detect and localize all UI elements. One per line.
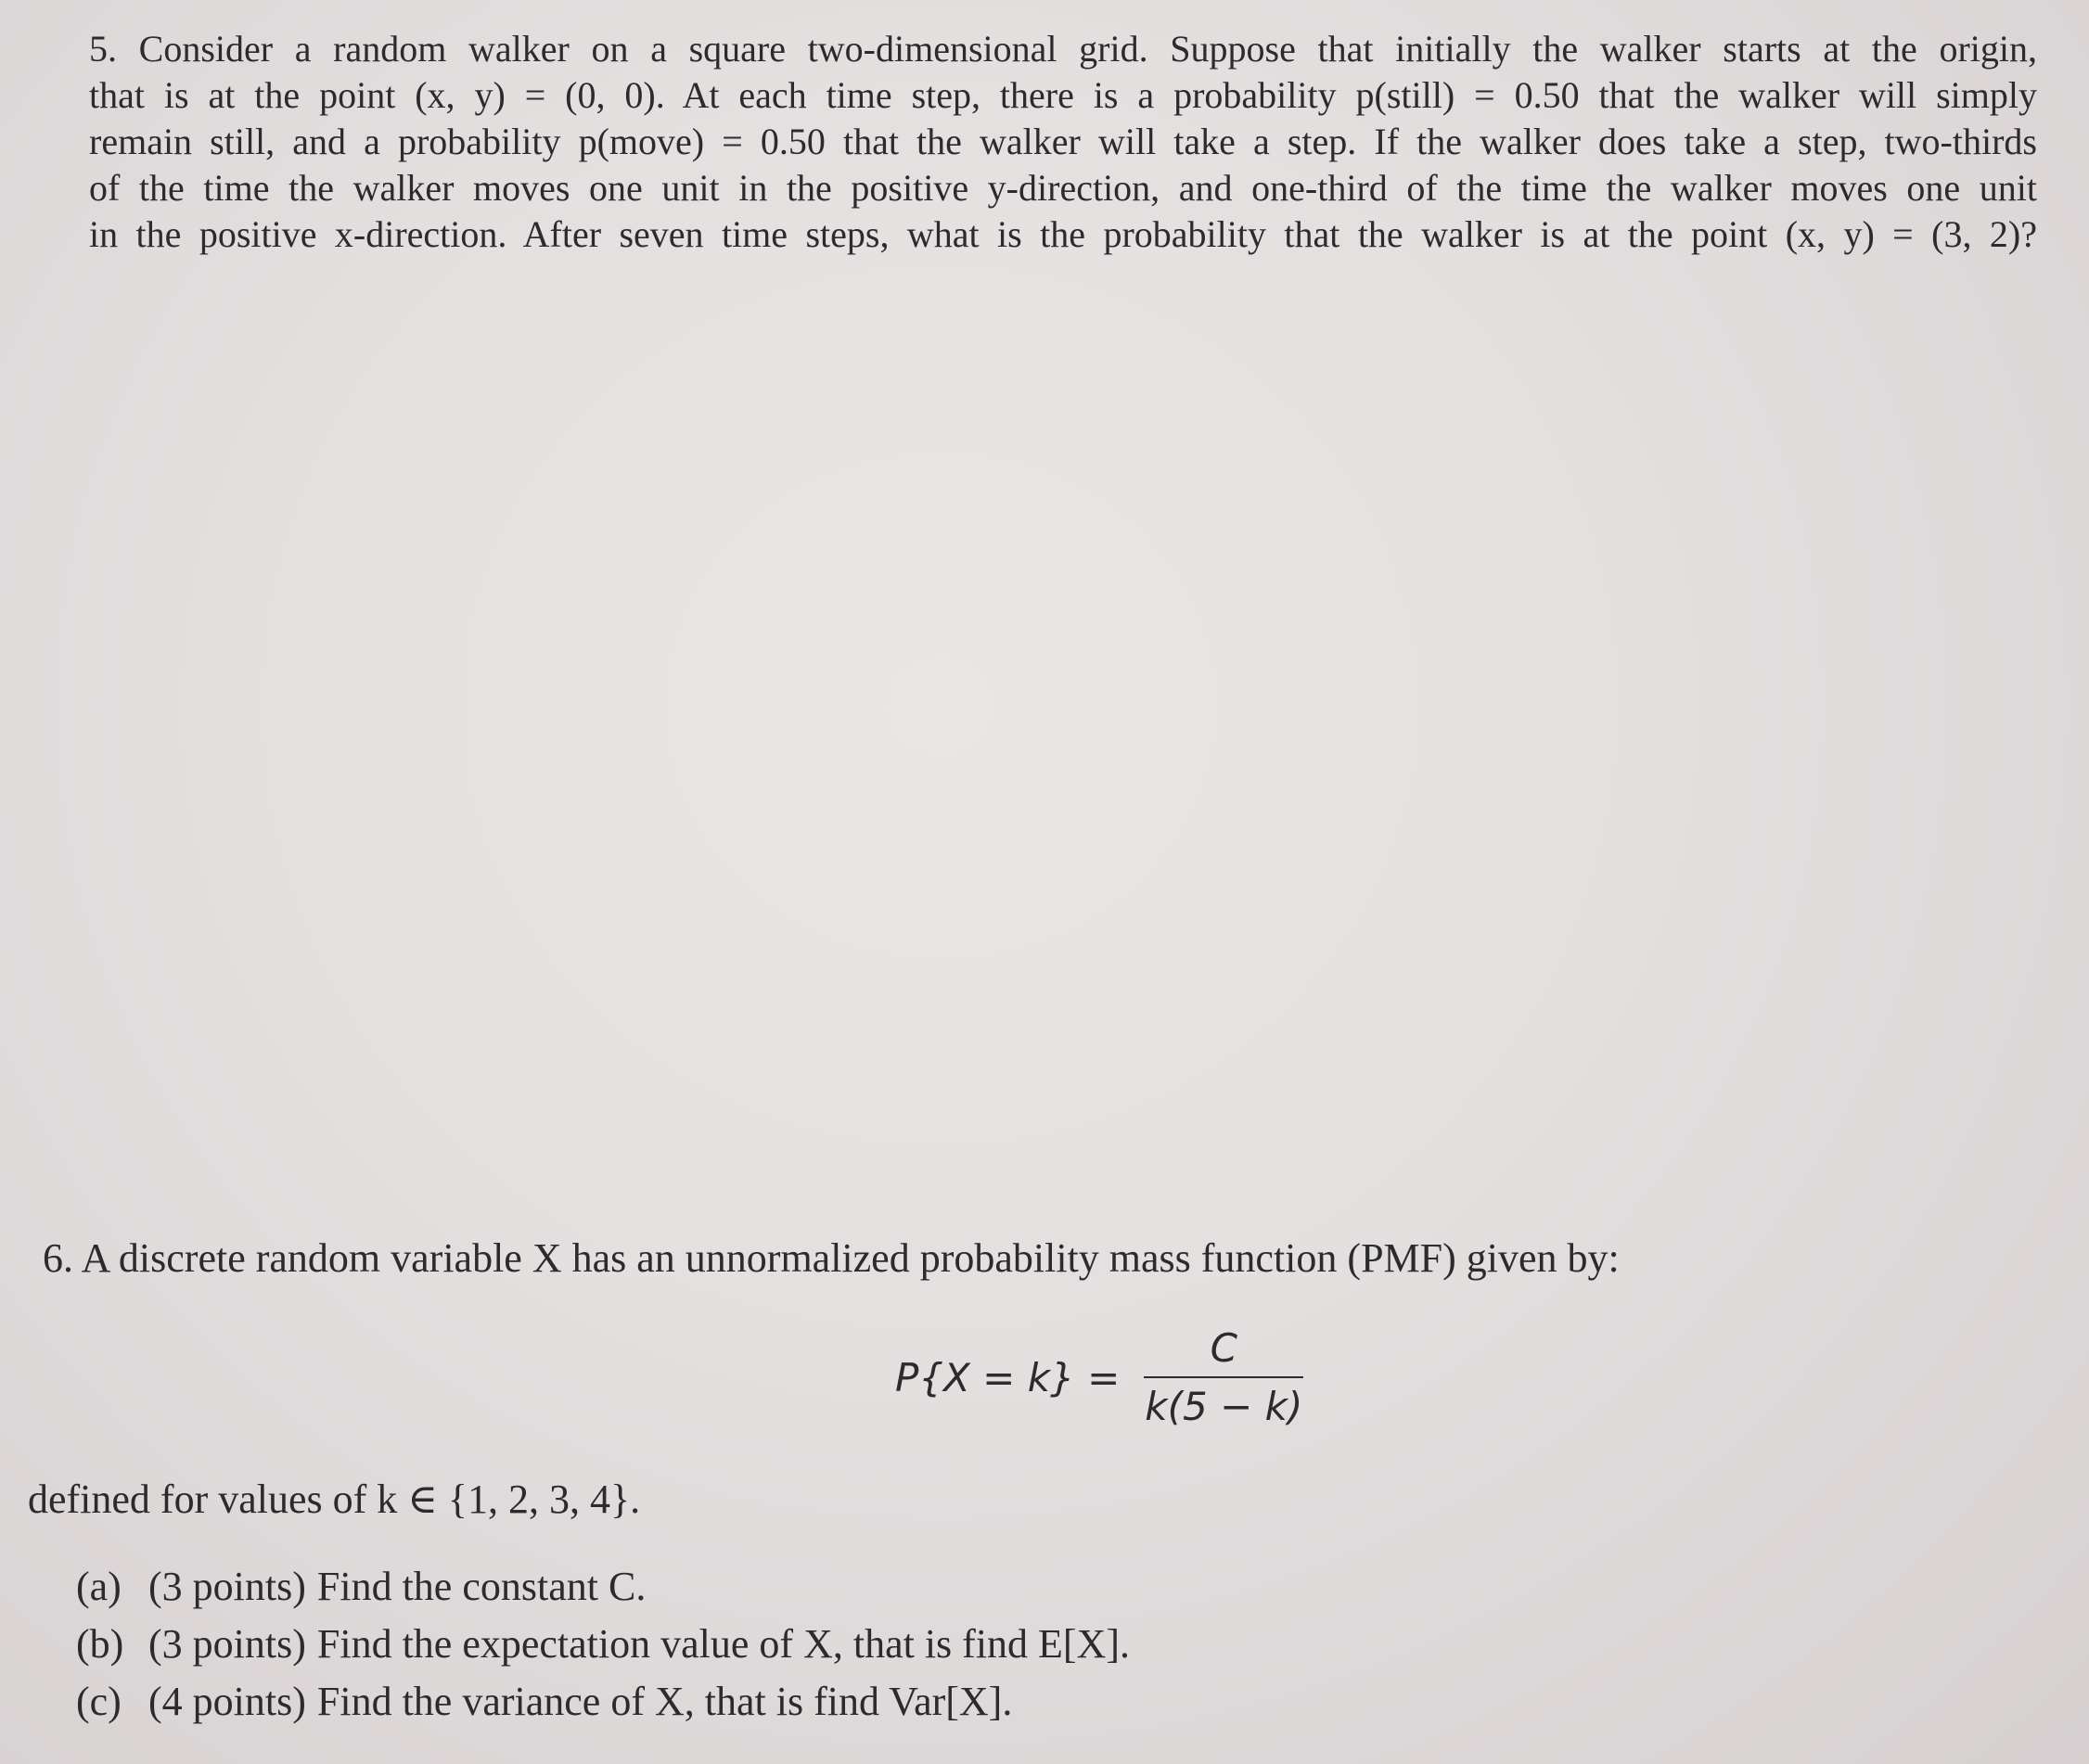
problem-5-line: of the time the walker moves one unit in the positive y-direction, and one-third of the time the walker moves one unit xyxy=(89,167,2037,209)
part-c xyxy=(76,1673,1130,1731)
formula-lhs: P{X = k} = xyxy=(895,1354,1121,1400)
pmf-formula xyxy=(895,1317,1303,1438)
part-a xyxy=(76,1558,1130,1616)
part-b xyxy=(76,1616,1130,1673)
problem-6-parts xyxy=(76,1558,1130,1731)
part-text: Find the constant C. xyxy=(316,1564,647,1609)
part-label: (a) xyxy=(76,1564,122,1609)
problem-6-title: 6. A discrete random variable X has an unnormalized probability mass function (PMF) given by: xyxy=(43,1235,1620,1281)
part-points: (3 points) xyxy=(148,1621,306,1667)
problem-5-text xyxy=(89,26,2037,258)
problem-5-line: in the positive x-direction. After seven time steps, what is the probability that the walker is at the point (x, y) = (3, 2)? xyxy=(89,213,2037,255)
formula-numerator: C xyxy=(1144,1325,1303,1378)
part-points: (3 points) xyxy=(148,1564,306,1609)
part-label: (c) xyxy=(76,1679,122,1724)
formula-fraction xyxy=(1144,1325,1303,1429)
part-text: Find the variance of X, that is find Var[X]. xyxy=(316,1679,1013,1724)
problem-5-line: 5. Consider a random walker on a square two-dimensional grid. Suppose that initially the walker starts at the origin, xyxy=(89,28,2037,70)
domain-statement: defined for values of k ∈ {1, 2, 3, 4}. xyxy=(28,1476,641,1522)
problem-5-line: remain still, and a probability p(move) = 0.50 that the walker will take a step. If the walker does take a step, two-thirds xyxy=(89,121,2037,162)
part-label: (b) xyxy=(76,1621,124,1667)
part-points: (4 points) xyxy=(148,1679,306,1724)
problem-5-line: that is at the point (x, y) = (0, 0). At each time step, there is a probability p(still) = 0.50 that the walker will simply xyxy=(89,74,2037,116)
formula-denominator: k(5 − k) xyxy=(1145,1384,1303,1429)
part-text: Find the expectation value of X, that is find E[X]. xyxy=(316,1621,1131,1667)
